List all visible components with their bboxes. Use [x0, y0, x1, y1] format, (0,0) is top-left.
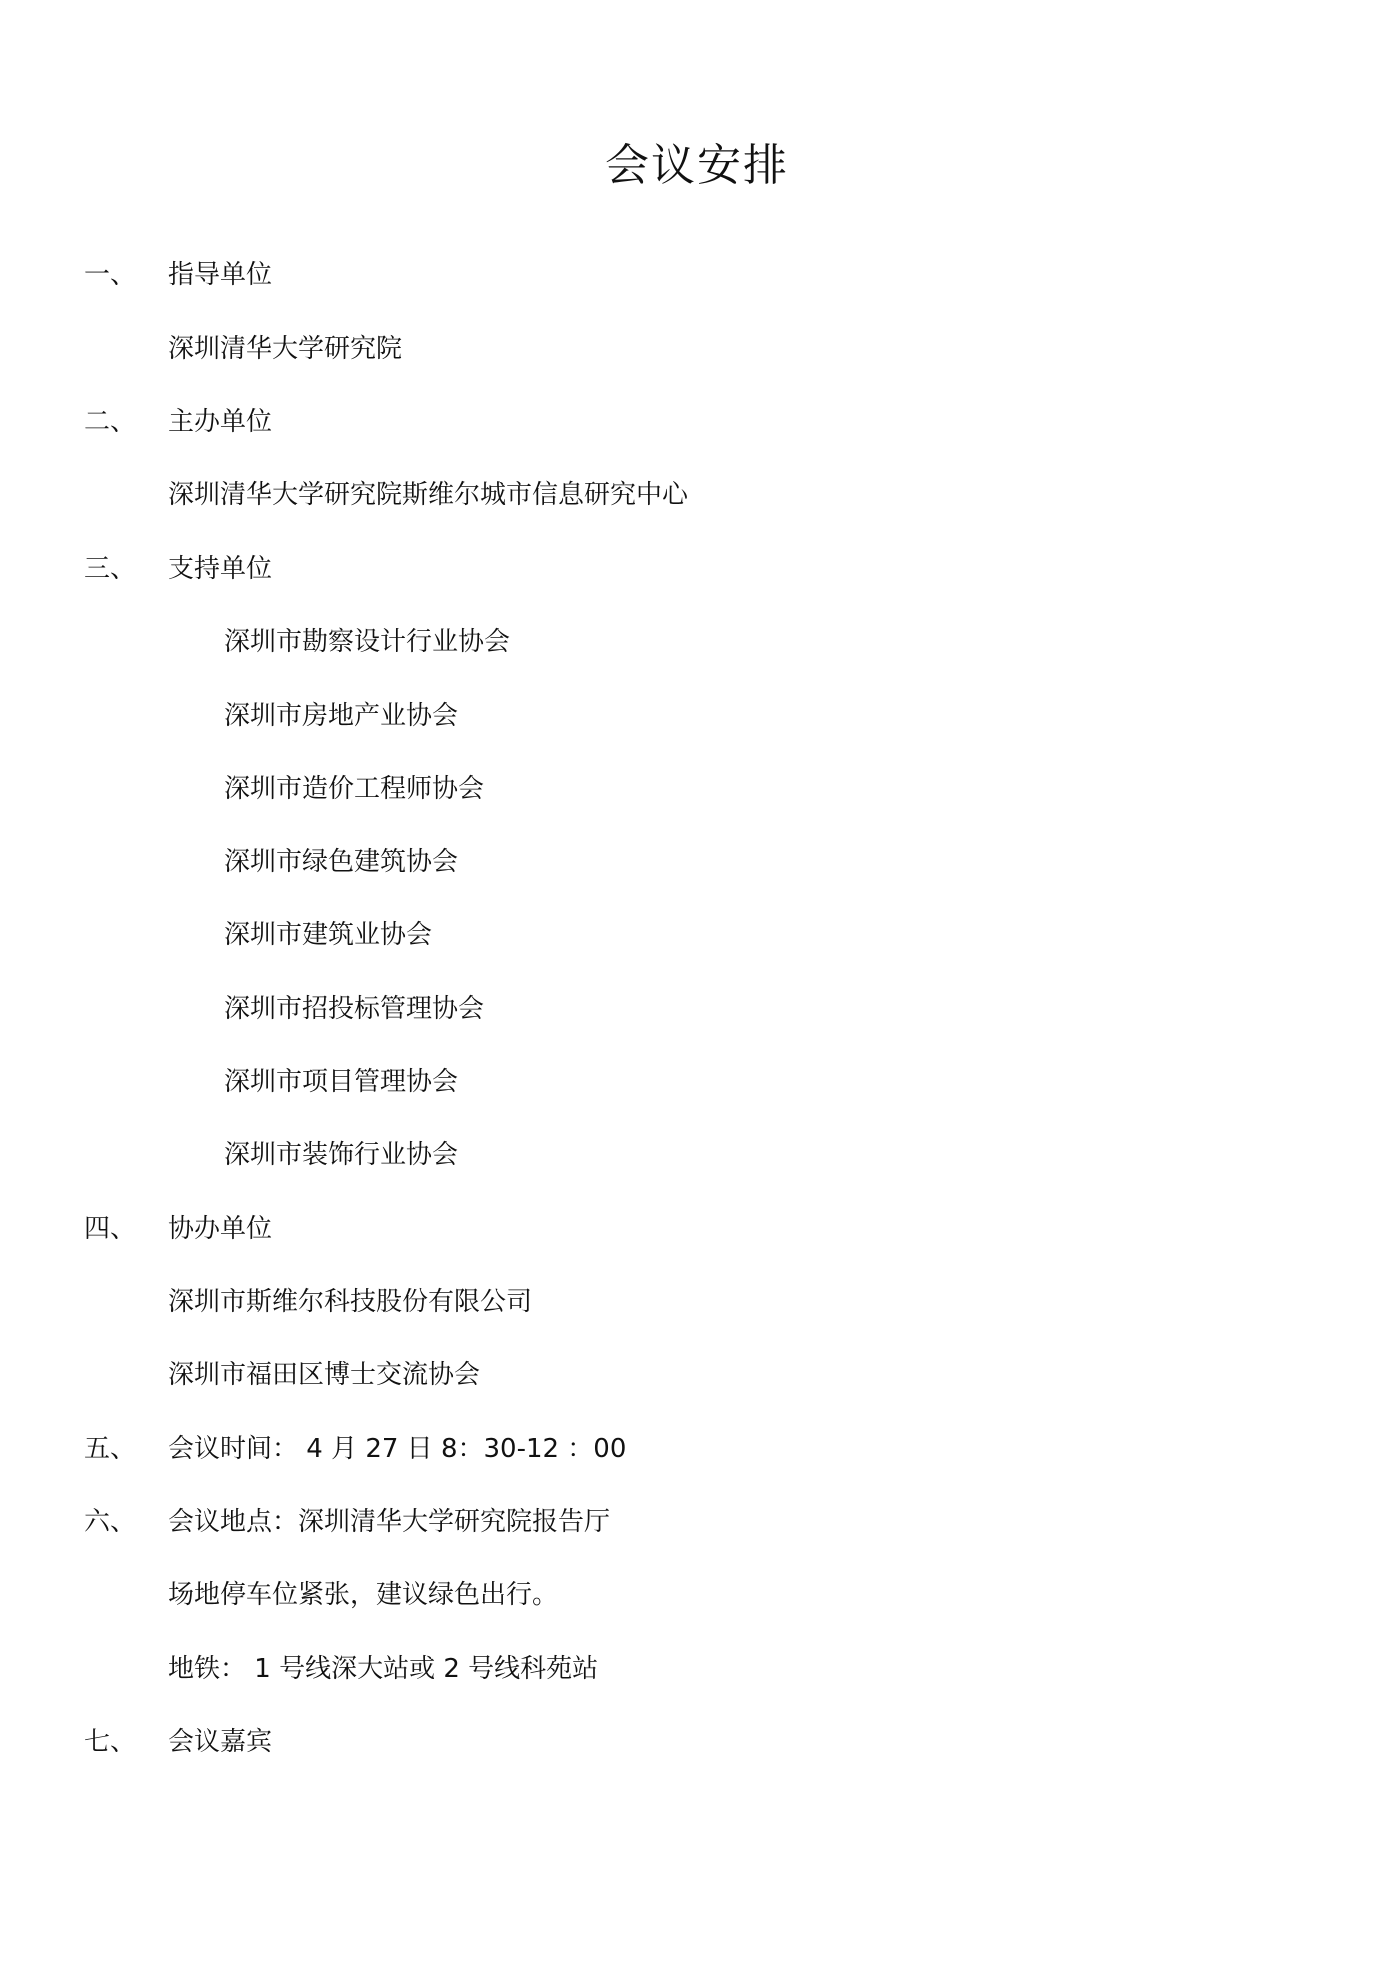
- section-heading: 会议嘉宾: [168, 1727, 273, 1757]
- organization-name: 深圳市造价工程师协会: [224, 774, 485, 804]
- section-heading: 协办单位: [168, 1214, 273, 1244]
- organization-name: 深圳市建筑业协会: [224, 920, 433, 950]
- organization-name: 深圳市招投标管理协会: [224, 994, 485, 1024]
- organization-name: 深圳市绿色建筑协会: [224, 847, 459, 877]
- organization-name: 深圳市勘察设计行业协会: [224, 627, 511, 657]
- section-number: 七、: [84, 1727, 137, 1757]
- section-heading: 指导单位: [168, 260, 273, 290]
- note-text: 场地停车位紧张，建议绿色出行。: [168, 1580, 559, 1610]
- section-number: 五、: [84, 1434, 137, 1464]
- organization-name: 深圳清华大学研究院: [168, 334, 403, 364]
- section-heading: 主办单位: [168, 407, 273, 437]
- organization-name: 深圳清华大学研究院斯维尔城市信息研究中心: [168, 480, 689, 510]
- page-title: 会议安排: [605, 140, 789, 191]
- section-number: 六、: [84, 1507, 137, 1537]
- section-number: 一、: [84, 260, 137, 290]
- meeting-time: 会议时间： 4 月 27 日 8：30-12 ：00: [168, 1434, 627, 1464]
- organization-name: 深圳市房地产业协会: [224, 701, 459, 731]
- section-number: 三、: [84, 554, 137, 584]
- organization-name: 深圳市装饰行业协会: [224, 1140, 459, 1170]
- section-number: 二、: [84, 407, 137, 437]
- organization-name: 深圳市斯维尔科技股份有限公司: [168, 1287, 533, 1317]
- organization-name: 深圳市福田区博士交流协会: [168, 1360, 481, 1390]
- section-number: 四、: [84, 1214, 137, 1244]
- organization-name: 深圳市项目管理协会: [224, 1067, 459, 1097]
- meeting-location: 会议地点：深圳清华大学研究院报告厅: [168, 1507, 611, 1537]
- section-heading: 支持单位: [168, 554, 273, 584]
- note-text: 地铁： 1 号线深大站或 2 号线科苑站: [168, 1654, 599, 1684]
